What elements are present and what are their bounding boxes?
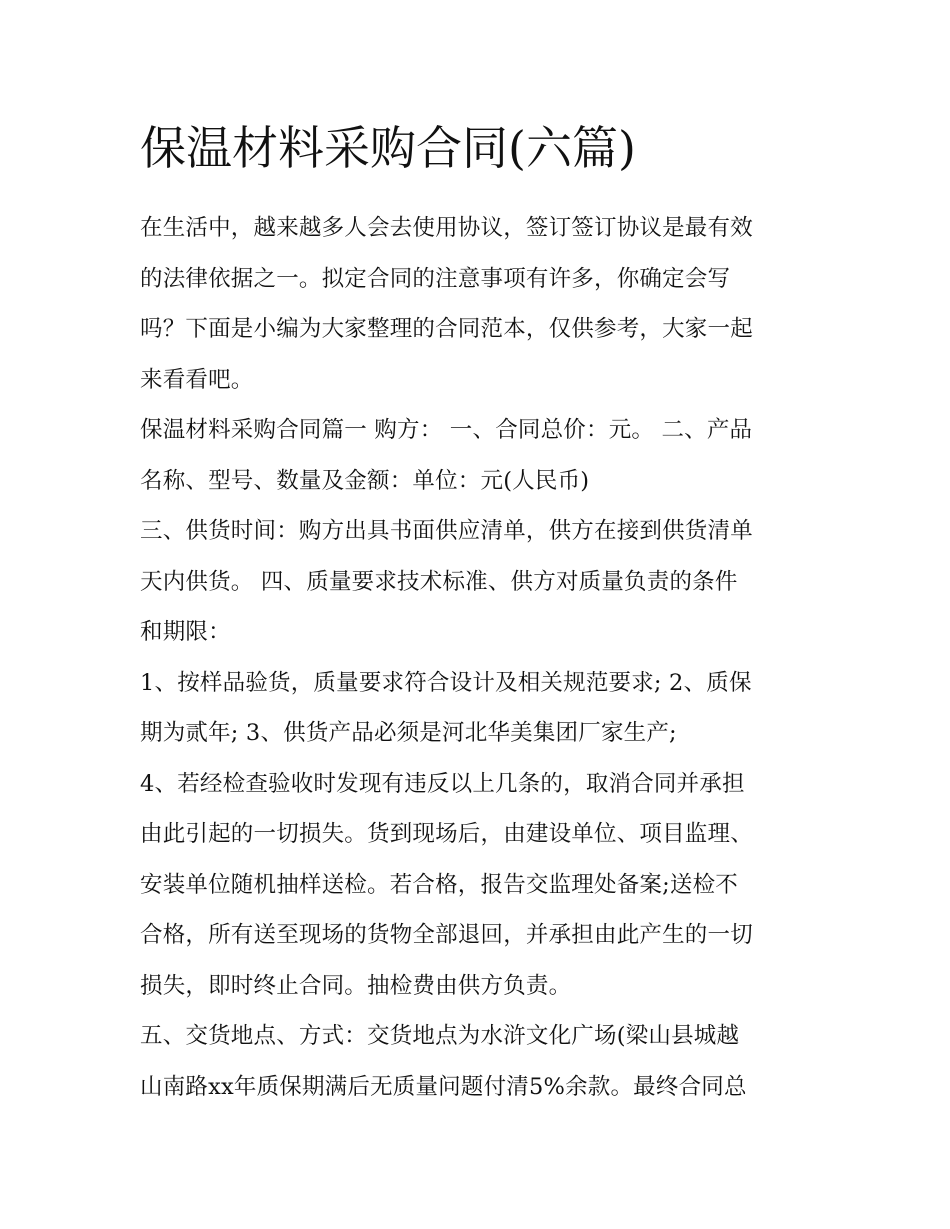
text-line: 来看看吧。: [140, 366, 254, 393]
text-line: 损失，即时终止合同。抽检费由供方负责。: [140, 972, 572, 999]
text-line: 期为贰年; 3、供货产品必须是河北华美集团厂家生产;: [140, 720, 677, 746]
text-line: 山南路xx年质保期满后无质量问题付清5%余款。最终合同总: [140, 1073, 747, 1100]
paragraph-contract-one: [140, 405, 820, 506]
paragraph-intro: [140, 203, 820, 405]
text-line: 在生活中，越来越多人会去使用协议，签订签订协议是最有效: [140, 215, 753, 241]
text-line: 4、若经检查验收时发现有违反以上几条的，取消合同并承担: [140, 770, 745, 797]
text-line: 安装单位随机抽样送检。若合格，报告交监理处备案;送检不: [140, 871, 738, 898]
text-line: 合格，所有送至现场的货物全部退回，并承担由此产生的一切: [140, 922, 753, 948]
document-body: [140, 113, 820, 1112]
text-line: 天内供货。 四、质量要求技术标准、供方对质量负责的条件: [140, 568, 738, 595]
paragraph-inspection: [140, 759, 820, 1012]
text-line: 和期限：: [140, 619, 231, 645]
paragraph-delivery-time: [140, 506, 820, 658]
text-line: 由此引起的一切损失。货到现场后，由建设单位、项目监理、: [140, 821, 753, 847]
text-line: 名称、型号、数量及金额：单位：元(人民币): [140, 467, 590, 494]
text-line: 五、交货地点、方式：交货地点为水浒文化广场(梁山县城越: [140, 1023, 740, 1049]
text-line: 1、按样品验货，质量要求符合设计及相关规范要求; 2、质保: [140, 669, 752, 696]
text-line: 的法律依据之一。拟定合同的注意事项有许多，你确定会写: [140, 265, 731, 292]
text-line: 三、供货时间：购方出具书面供应清单，供方在接到供货清单: [140, 518, 753, 544]
paragraph-delivery-place: [140, 1011, 820, 1112]
document-title: 保温材料采购合同(六篇): [140, 121, 636, 175]
text-line: 吗？下面是小编为大家整理的合同范本，仅供参考，大家一起: [140, 316, 753, 342]
paragraph-quality-items: [140, 658, 820, 759]
text-line: 保温材料采购合同篇一 购方： 一、合同总价：元。 二、产品: [140, 417, 753, 443]
